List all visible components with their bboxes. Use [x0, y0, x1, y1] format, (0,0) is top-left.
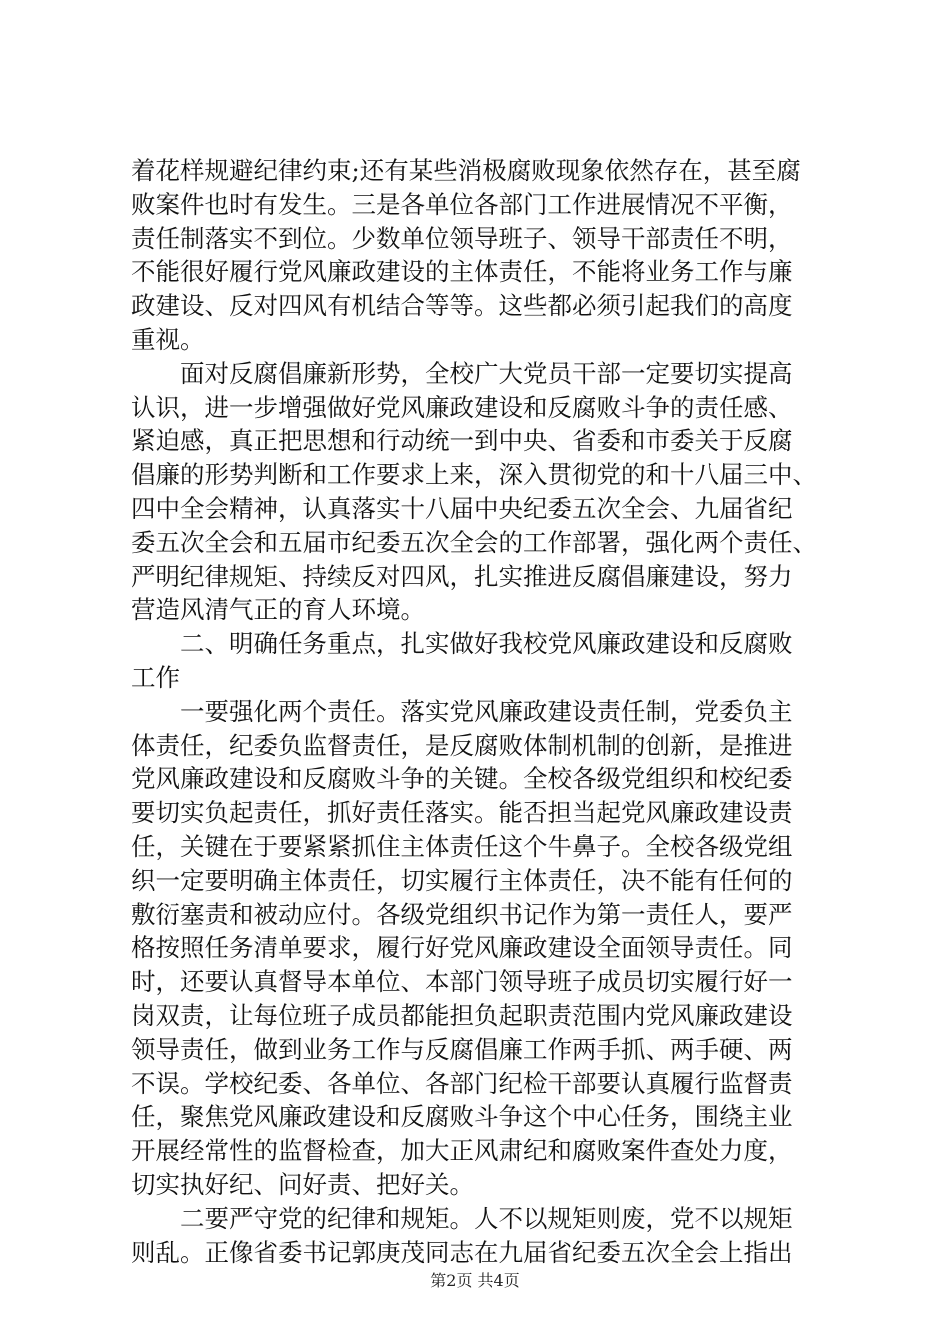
page-number-footer: 第2页 共4页: [430, 1271, 520, 1290]
text-line: 时，还要认真督导本单位、本部门领导班子成员切实履行好一: [131, 967, 793, 997]
text-line: 责任制落实不到位。少数单位领导班子、领导干部责任不明，: [131, 223, 793, 253]
text-line: 营造风清气正的育人环境。: [131, 595, 425, 625]
text-line: 着花样规避纪律约束;还有某些消极腐败现象依然存在，甚至腐: [131, 156, 801, 185]
section-heading-line: 工作: [131, 662, 180, 692]
text-line: 任，聚焦党风廉政建设和反腐败斗争这个中心任务，围绕主业: [131, 1102, 793, 1132]
text-line: 四中全会精神，认真落实十八届中央纪委五次全会、九届省纪: [131, 493, 793, 523]
text-line: 委五次全会和五届市纪委五次全会的工作部署，强化两个责任、: [131, 527, 817, 557]
text-line: 体责任，纪委负监督责任，是反腐败体制机制的创新，是推进: [131, 730, 793, 760]
text-line: 要切实负起责任，抓好责任落实。能否担当起党风廉政建设责: [131, 798, 793, 828]
text-line: 倡廉的形势判断和工作要求上来，深入贯彻党的和十八届三中、: [131, 460, 817, 490]
section-heading-line: 二、明确任务重点，扎实做好我校党风廉政建设和反腐败: [180, 629, 793, 659]
text-line: 不能很好履行党风廉政建设的主体责任，不能将业务工作与廉: [131, 257, 793, 287]
text-line: 重视。: [131, 324, 205, 354]
text-line: 则乱。正像省委书记郭庚茂同志在九届省纪委五次全会上指出: [131, 1237, 793, 1267]
text-line: 开展经常性的监督检查，加大正风肃纪和腐败案件查处力度，: [131, 1136, 793, 1166]
text-line: 领导责任，做到业务工作与反腐倡廉工作两手抓、两手硬、两: [131, 1034, 793, 1064]
text-line: 格按照任务清单要求，履行好党风廉政建设全面领导责任。同: [131, 933, 793, 963]
document-body: [131, 154, 831, 1269]
text-line: 政建设、反对四风有机结合等等。这些都必须引起我们的高度: [131, 291, 793, 321]
text-line: 岗双责，让每位班子成员都能担负起职责范围内党风廉政建设: [131, 1000, 793, 1030]
text-line: 不误。学校纪委、各单位、各部门纪检干部要认真履行监督责: [131, 1068, 793, 1098]
text-line: 认识，进一步增强做好党风廉政建设和反腐败斗争的责任感、: [131, 392, 793, 422]
text-line: 织一定要明确主体责任，切实履行主体责任，决不能有任何的: [131, 865, 793, 895]
paragraph-start-line: 一要强化两个责任。落实党风廉政建设责任制，党委负主: [180, 696, 793, 726]
text-line: 任，关键在于要紧紧抓住主体责任这个牛鼻子。全校各级党组: [131, 831, 793, 861]
text-line: 紧迫感，真正把思想和行动统一到中央、省委和市委关于反腐: [131, 426, 793, 456]
text-line: 敷衍塞责和被动应付。各级党组织书记作为第一责任人，要严: [131, 899, 793, 929]
paragraph-start-line: 二要严守党的纪律和规矩。人不以规矩则废，党不以规矩: [180, 1203, 793, 1233]
text-line: 切实执好纪、问好责、把好关。: [131, 1169, 474, 1199]
text-line: 严明纪律规矩、持续反对四风，扎实推进反腐倡廉建设，努力: [131, 561, 793, 591]
paragraph-start-line: 面对反腐倡廉新形势，全校广大党员干部一定要切实提高: [180, 358, 793, 388]
text-line: 党风廉政建设和反腐败斗争的关键。全校各级党组织和校纪委: [131, 764, 793, 794]
text-line: 败案件也时有发生。三是各单位各部门工作进展情况不平衡，: [131, 189, 793, 219]
